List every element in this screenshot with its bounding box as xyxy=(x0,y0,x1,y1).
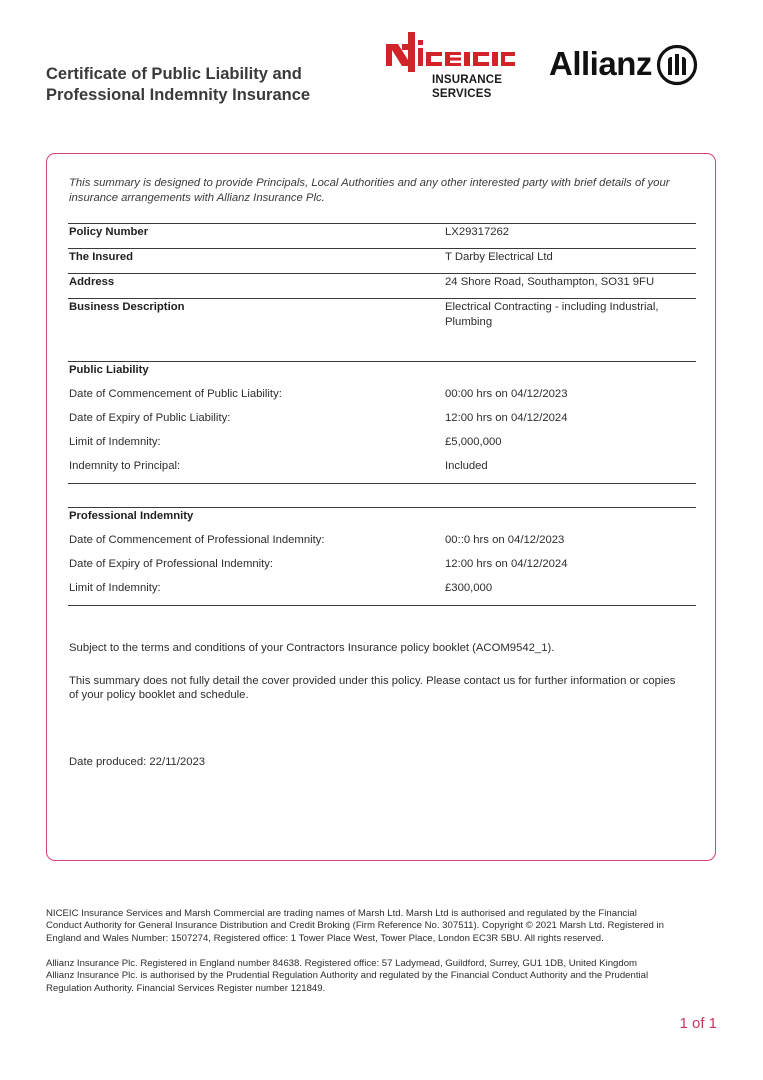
insured-label: The Insured xyxy=(69,251,134,263)
services-line-2: SERVICES xyxy=(432,87,492,100)
footer-allianz xyxy=(46,958,714,995)
document-title xyxy=(46,64,366,106)
pl-commencement-label: Date of Commencement of Public Liability: xyxy=(69,388,282,400)
niceic-logo-mark xyxy=(384,30,516,74)
allianz-eagle-icon xyxy=(656,44,698,86)
pl-limit-value: £5,000,000 xyxy=(445,436,502,448)
insured-value: T Darby Electrical Ltd xyxy=(445,251,553,263)
divider xyxy=(68,605,696,606)
page-number: 1 of 1 xyxy=(679,1015,717,1032)
niceic-logo xyxy=(384,30,516,106)
business-description-line-2: Plumbing xyxy=(445,315,493,328)
footer-marsh-line-1: NICEIC Insurance Services and Marsh Commercial are trading names of Marsh Ltd. Marsh Ltd is authorised and regulated by the Financial xyxy=(46,908,637,919)
divider xyxy=(68,298,696,299)
footer-allianz-line-2: Allianz Insurance Plc. is authorised by the Prudential Regulation Authority and regulated by the Financial Conduct Authority and the Prudential xyxy=(46,970,649,982)
footer-allianz-line-1: Allianz Insurance Plc. Registered in England number 84638. Registered office: 57 Ladymead, Guildford, Surrey, GU1 1DB, United Kingdom xyxy=(46,958,638,969)
pi-limit-label: Limit of Indemnity: xyxy=(69,582,161,594)
intro-text: This summary is designed to provide Principals, Local Authorities and any other interested party with brief details of your insurance arrangements with Allianz Insurance Plc. xyxy=(69,177,670,204)
address-value: 24 Shore Road, Southampton, SO31 9FU xyxy=(445,276,655,288)
business-description-line-1: Electrical Contracting - including Industrial, xyxy=(445,301,659,313)
date-produced: Date produced: 22/11/2023 xyxy=(69,756,206,768)
pl-expiry-value: 12:00 hrs on 04/12/2024 xyxy=(445,412,568,424)
address-label: Address xyxy=(69,276,115,288)
pi-limit-value: £300,000 xyxy=(445,582,493,594)
pl-expiry-label: Date of Expiry of Public Liability: xyxy=(69,412,231,424)
pi-commencement-value: 00::0 hrs on 04/12/2023 xyxy=(445,534,565,546)
footer-marsh-line-3: England and Wales Number: 1507274, Registered office: 1 Tower Place West, Tower Place, London EC3R 5BU. All rights reserved. xyxy=(46,932,604,944)
footer-marsh xyxy=(46,908,714,945)
professional-indemnity-heading: Professional Indemnity xyxy=(69,510,194,522)
divider xyxy=(68,273,696,274)
pi-expiry-value: 12:00 hrs on 04/12/2024 xyxy=(445,558,568,570)
allianz-logo xyxy=(549,42,699,90)
divider xyxy=(68,248,696,249)
title-line-2: Professional Indemnity Insurance xyxy=(46,86,311,104)
divider xyxy=(68,507,696,508)
policy-number-value: LX29317262 xyxy=(445,226,510,238)
services-line-1: INSURANCE xyxy=(432,74,503,86)
business-description-label: Business Description xyxy=(69,301,185,313)
footer-marsh-line-2: Conduct Authority for General Insurance Distribution and Credit Broking (Firm Reference No. 307511). Copyright © 2021 Marsh Ltd. Registered in xyxy=(46,920,664,932)
policy-number-label: Policy Number xyxy=(69,226,149,238)
summary-note-line-2: of your policy booklet and schedule. xyxy=(69,689,249,701)
summary-note-line-1: This summary does not fully detail the cover provided under this policy. Please contact us for further information or copies xyxy=(69,675,676,687)
certificate-card xyxy=(46,153,716,861)
divider xyxy=(68,223,696,224)
divider xyxy=(68,361,696,362)
footer-allianz-line-3: Regulation Authority. Financial Services Register number 121849. xyxy=(46,982,326,994)
public-liability-heading: Public Liability xyxy=(69,364,149,376)
pl-indemnity-principal-value: Included xyxy=(445,460,488,472)
niceic-services-text xyxy=(432,74,516,101)
allianz-wordmark: Allianz xyxy=(549,45,652,82)
pi-commencement-label: Date of Commencement of Professional Indemnity: xyxy=(69,534,325,546)
summary-note xyxy=(69,674,697,702)
business-description-value xyxy=(445,300,685,329)
pl-indemnity-principal-label: Indemnity to Principal: xyxy=(69,460,181,472)
divider xyxy=(68,483,696,484)
title-line-1: Certificate of Public Liability and xyxy=(46,65,302,83)
terms-text: Subject to the terms and conditions of your Contractors Insurance policy booklet (ACOM9542_1). xyxy=(69,642,555,654)
pl-limit-label: Limit of Indemnity: xyxy=(69,436,161,448)
pl-commencement-value: 00:00 hrs on 04/12/2023 xyxy=(445,388,568,400)
pi-expiry-label: Date of Expiry of Professional Indemnity: xyxy=(69,558,274,570)
